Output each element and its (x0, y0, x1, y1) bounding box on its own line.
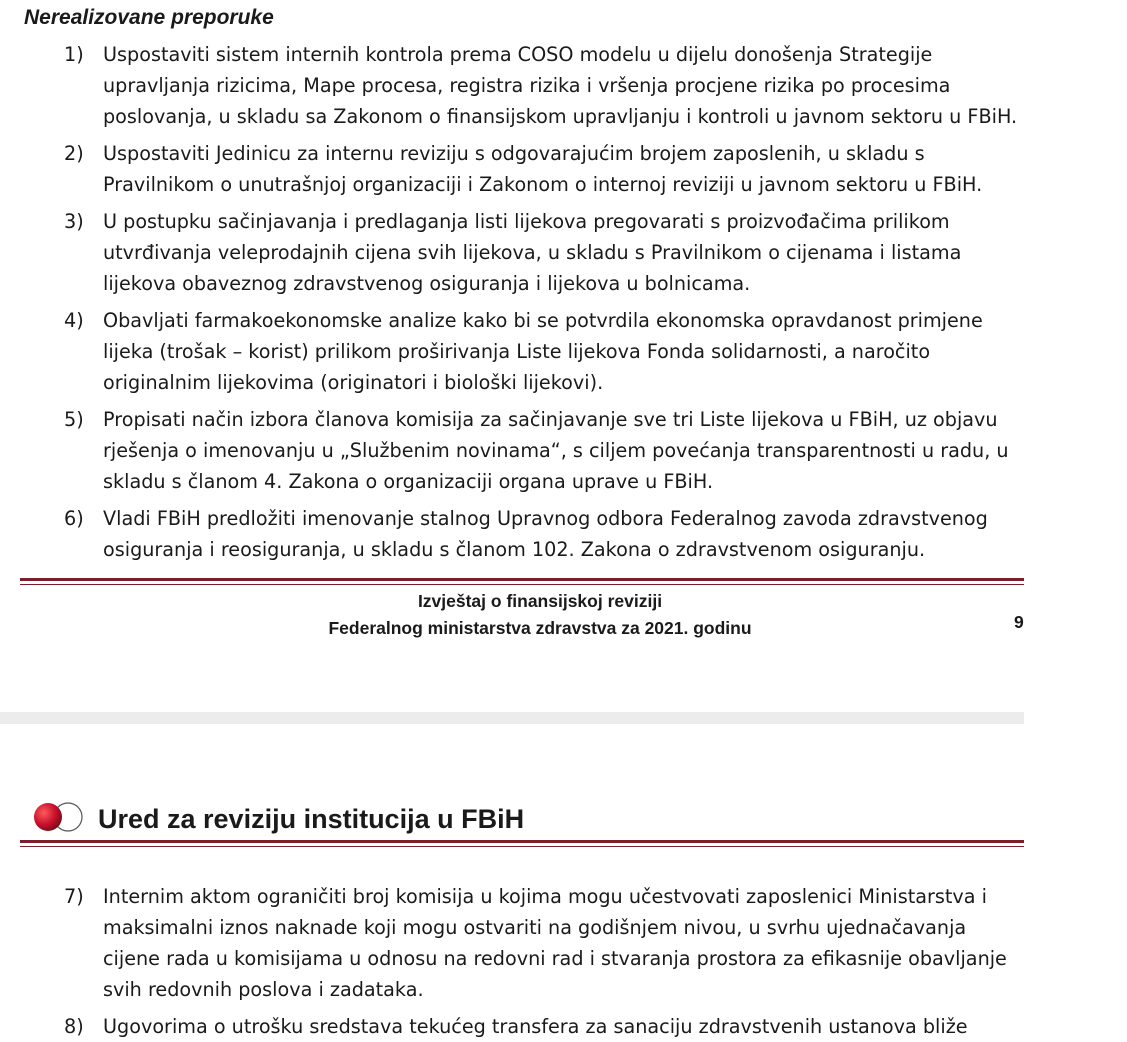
recommendation-line: Vladi FBiH predložiti imenovanje stalnog Upravnog odbora Federalnog zavoda zdravstvenog (103, 507, 988, 530)
recommendation-number: 2) (64, 142, 84, 165)
recommendation-line: Obavljati farmakoekonomske analize kako bi se potvrdila ekonomska opravdanost primjene (103, 309, 983, 332)
recommendation-item (0, 305, 1024, 398)
section-heading: Nerealizovane preporuke (24, 6, 274, 29)
recommendation-line: utvrđivanja veleprodajnih cijena svih lijekova, u skladu s Pravilnikom o cijenama i listama (103, 241, 962, 264)
audit-office-logo-icon (28, 800, 86, 834)
recommendation-line: Internim aktom ograničiti broj komisija u kojima mogu učestvovati zaposlenici Ministarstva i (103, 885, 987, 908)
recommendation-line: Uspostaviti Jedinicu za internu reviziju s odgovarajućim brojem zaposlenih, u skladu s (103, 142, 925, 165)
recommendation-line: Ugovorima o utrošku sredstava tekućeg transfera za sanaciju zdravstvenih ustanova bliže (103, 1015, 968, 1038)
recommendation-line: svih redovnih poslova i zadataka. (103, 978, 424, 1001)
recommendation-item (0, 503, 1024, 565)
recommendation-item (0, 206, 1024, 299)
recommendation-line: upravljanja rizicima, Mape procesa, registra rizika i vršenja procjene rizika po procesima (103, 74, 951, 97)
footer-line-report: Izvještaj o finansijskoj reviziji (417, 591, 663, 611)
page-footer (270, 588, 810, 642)
recommendation-number: 1) (64, 43, 84, 66)
footer-line-ministry: Federalnog ministarstva zdravstva za 2021. godinu (328, 618, 752, 638)
recommendation-line: poslovanja, u skladu sa Zakonom o finansijskom upravljanju i kontroli u javnom sektoru u FBiH. (103, 105, 1018, 128)
recommendation-line: lijekova obaveznog zdravstvenog osiguranja i lijekova u bolnicama. (103, 272, 751, 295)
recommendation-line: rješenja o imenovanju u „Službenim novinama“, s ciljem povećanja transparentnosti u radu, u (103, 439, 1009, 462)
recommendation-number: 3) (64, 210, 84, 233)
recommendation-line: originalnim lijekovima (originatori i biološki lijekovi). (103, 371, 604, 394)
recommendation-number: 6) (64, 507, 84, 530)
recommendation-number: 8) (64, 1015, 84, 1038)
page-separator (0, 712, 1024, 724)
page-number: 9 (1014, 612, 1024, 632)
recommendation-list (0, 39, 1024, 565)
recommendation-line: Propisati način izbora članova komisija za sačinjavanje sve tri Liste lijekova u FBiH, uz objavu (103, 408, 998, 431)
page-header-title: Ured za reviziju institucija u FBiH (98, 804, 525, 834)
recommendation-list (0, 881, 1024, 1042)
recommendation-number: 7) (64, 885, 84, 908)
recommendation-line: skladu s članom 4. Zakona o organizaciji organa uprave u FBiH. (103, 470, 714, 493)
recommendation-line: osiguranja i reosiguranja, u skladu s članom 102. Zakona o zdravstvenom osiguranju. (103, 538, 926, 561)
recommendation-line: Pravilnikom o unutrašnjoj organizaciji i Zakonom o internoj reviziji u javnom sektoru u FBiH. (103, 173, 983, 196)
header-divider (20, 840, 1024, 847)
recommendation-number: 4) (64, 309, 84, 332)
recommendation-line: lijeka (trošak – korist) prilikom proširivanja Liste lijekova Fonda solidarnosti, a naročito (103, 340, 931, 363)
document-page-bottom (0, 724, 1024, 1038)
recommendation-item (0, 138, 1024, 200)
recommendation-item (0, 1011, 1024, 1042)
recommendation-line: cijene rada u komisijama u odnosu na redovni rad i stvaranja prostora za efikasnije obavljanje (103, 947, 1007, 970)
footer-divider (20, 578, 1024, 585)
recommendation-item (0, 39, 1024, 132)
recommendation-line: U postupku sačinjavanja i predlaganja listi lijekova pregovarati s proizvođačima prilikom (103, 210, 950, 233)
recommendation-item (0, 404, 1024, 497)
recommendation-line: maksimalni iznos naknade koji mogu ostvariti na godišnjem nivou, u svrhu ujednačavanja (103, 916, 967, 939)
recommendation-line: Uspostaviti sistem internih kontrola prema COSO modelu u dijelu donošenja Strategije (103, 43, 933, 66)
recommendation-item (0, 881, 1024, 1005)
recommendation-number: 5) (64, 408, 84, 431)
